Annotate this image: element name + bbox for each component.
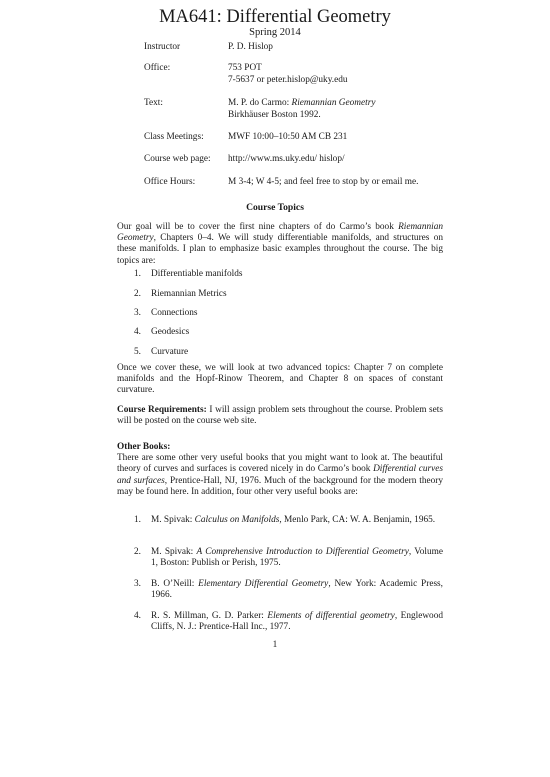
text-book-title: Riemannian Geometry bbox=[291, 98, 376, 108]
hours-value: M 3-4; W 4-5; and feel free to stop by or email me. bbox=[228, 177, 419, 187]
list-item-number: 4. bbox=[134, 327, 141, 337]
list-item-number: 1. bbox=[134, 515, 141, 525]
meetings-value: MWF 10:00–10:50 AM CB 231 bbox=[228, 132, 348, 142]
other-books-intro-book: Differential curves and surfaces bbox=[117, 464, 443, 486]
requirements-heading: Course Requirements: bbox=[117, 405, 207, 415]
book-title: Elementary Differential Geometry bbox=[198, 579, 329, 589]
text-value bbox=[228, 98, 478, 121]
course-title: MA641: Differential Geometry bbox=[159, 7, 391, 27]
topics-heading: Course Topics bbox=[246, 202, 304, 213]
list-item-text bbox=[151, 515, 443, 526]
list-item-number: 1. bbox=[134, 269, 141, 279]
topics-after: Once we cover these, we will look at two advanced topics: Chapter 7 on complete manifolds and the Hopf-Rinow Theorem, and Chapter 8 on spaces of constant curvature. bbox=[117, 363, 443, 396]
office-room: 753 POT bbox=[228, 63, 262, 73]
list-item-text: Riemannian Metrics bbox=[151, 289, 227, 299]
list-item-number: 3. bbox=[134, 308, 141, 318]
book-publisher: , New York: Academic Press, 1966. bbox=[151, 579, 444, 601]
list-item-number: 2. bbox=[134, 547, 141, 557]
other-books-heading: Other Books: bbox=[117, 442, 171, 452]
text-author: M. P. do Carmo: bbox=[228, 98, 292, 108]
text-label: Text: bbox=[144, 98, 163, 108]
book-author: R. S. Millman, G. D. Parker: bbox=[151, 611, 268, 621]
web-link[interactable]: http://www.ms.uky.edu/ hislop/ bbox=[228, 154, 345, 164]
book-author: M. Spivak: bbox=[151, 515, 195, 525]
list-item-number: 2. bbox=[134, 289, 141, 299]
instructor-value: P. D. Hislop bbox=[228, 42, 273, 52]
other-books-paragraph bbox=[117, 442, 443, 498]
list-item-text bbox=[151, 547, 443, 569]
book-title: Elements of differential geometry bbox=[267, 611, 395, 621]
book-author: B. O’Neill: bbox=[151, 579, 199, 589]
list-item-text bbox=[151, 611, 443, 633]
text-publisher: Birkhäuser Boston 1992. bbox=[228, 109, 321, 120]
book-title: Calculus on Manifolds bbox=[194, 515, 280, 525]
list-item-number: 3. bbox=[134, 579, 141, 589]
other-books-intro: There are some other very useful books that you might want to look at. The beautiful theory of curves and surfaces is covered nicely in do Carmo’s book bbox=[117, 453, 443, 475]
hours-label: Office Hours: bbox=[144, 177, 196, 187]
book-publisher: , Englewood Cliffs, N. J.: Prentice-Hall Inc., 1977. bbox=[151, 611, 443, 633]
meetings-label: Class Meetings: bbox=[144, 132, 204, 142]
instructor-label: Instructor bbox=[144, 42, 181, 52]
topics-intro-text: Our goal will be to cover the first nine chapters of do Carmo’s book bbox=[117, 222, 399, 232]
book-author: M. Spivak: bbox=[151, 547, 197, 557]
list-item-text: Curvature bbox=[151, 347, 189, 357]
topics-intro-book: Riemannian Geometry bbox=[117, 222, 443, 244]
book-publisher: , Menlo Park, CA: W. A. Benjamin, 1965. bbox=[279, 515, 436, 525]
book-title: A Comprehensive Introduction to Differential Geometry bbox=[196, 547, 409, 557]
list-item-number: 5. bbox=[134, 347, 141, 357]
topics-intro bbox=[117, 222, 443, 267]
list-item-text: Connections bbox=[151, 308, 198, 318]
requirements-text: I will assign problem sets throughout the course. Problem sets will be posted on the course web site. bbox=[117, 405, 443, 427]
course-term: Spring 2014 bbox=[249, 27, 301, 38]
other-books-intro-2: , Prentice-Hall, NJ, 1976. Much of the background for the modern theory may be found here. In addition, four other very useful books are: bbox=[117, 475, 443, 497]
list-item-number: 4. bbox=[134, 611, 141, 621]
office-label: Office: bbox=[144, 63, 171, 73]
office-contact: 7-5637 or peter.hislop@uky.edu bbox=[228, 74, 348, 85]
list-item-text: Differentiable manifolds bbox=[151, 269, 243, 279]
topics-intro-text-2: , Chapters 0–4. We will study differentiable manifolds, and structures on these manifolds. I plan to emphasize basic examples throughout the course. The big topics are: bbox=[117, 233, 443, 266]
page-number: 1 bbox=[272, 640, 278, 650]
list-item-text bbox=[151, 579, 443, 601]
web-label: Course web page: bbox=[144, 154, 211, 164]
list-item-text: Geodesics bbox=[151, 327, 190, 337]
office-value bbox=[228, 63, 478, 86]
book-publisher: , Volume 1, Boston: Publish or Perish, 1975. bbox=[151, 547, 444, 569]
requirements-paragraph bbox=[117, 405, 443, 427]
